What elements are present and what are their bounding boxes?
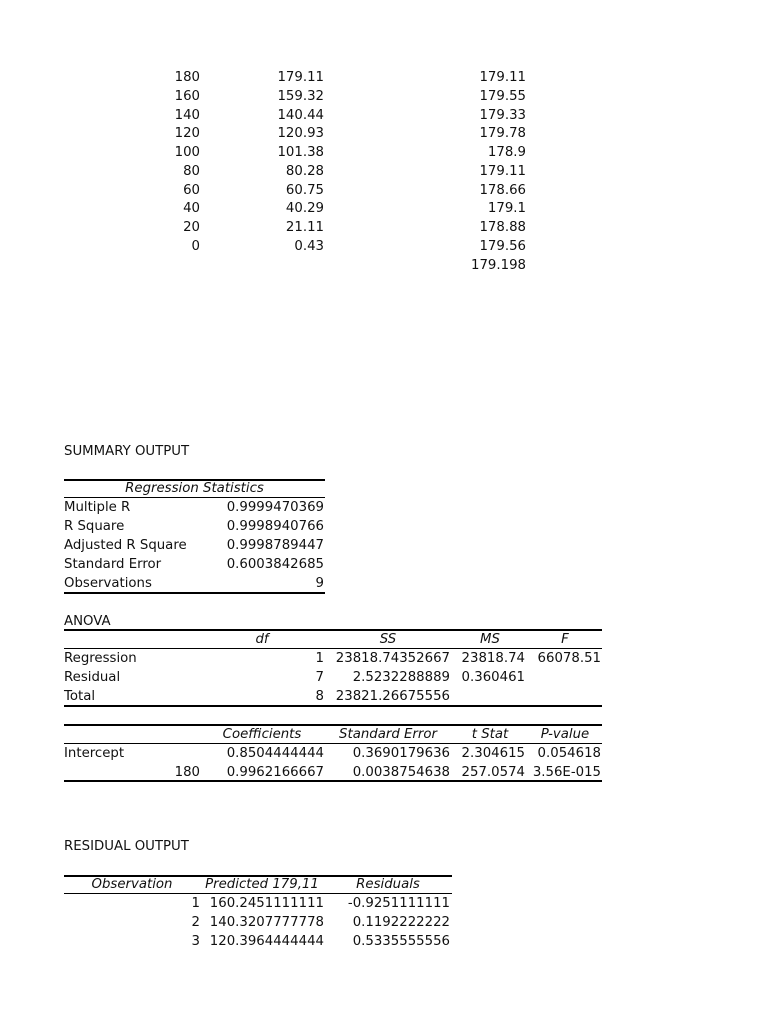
anova-ss: 23821.26675556 xyxy=(335,689,450,704)
anova-header-ms: MS xyxy=(480,632,500,647)
cell: 159.32 xyxy=(277,88,324,104)
cell: 160 xyxy=(174,88,200,104)
data-column-a xyxy=(140,69,200,257)
stat-label: Standard Error xyxy=(64,557,162,572)
residual-obs: 3 xyxy=(191,934,200,949)
cell: 0.43 xyxy=(294,238,324,254)
coef-header-t-stat: t Stat xyxy=(471,727,509,742)
data-column-c xyxy=(430,69,526,275)
stat-label: Observations xyxy=(64,576,152,591)
cell: 101.38 xyxy=(277,145,324,160)
coef-header-coefficients: Coefficients xyxy=(222,727,302,742)
anova-ss: 2.5232288889 xyxy=(352,670,450,685)
coef-se: 0.0038754638 xyxy=(352,765,450,780)
regression-stats-header: Regression Statistics xyxy=(125,481,264,496)
anova-title: ANOVA xyxy=(64,614,111,629)
residual-title: RESIDUAL OUTPUT xyxy=(64,839,189,854)
anova-header-df: df xyxy=(255,632,269,647)
residual-pred: 120.3964444444 xyxy=(209,934,324,949)
residual-res: -0.9251111111 xyxy=(347,896,450,911)
cell: 140.44 xyxy=(277,107,324,123)
cell: 80 xyxy=(183,163,200,179)
stat-value: 9 xyxy=(315,576,324,591)
cell: 178.9 xyxy=(487,145,526,160)
anova-f: 66078.51 xyxy=(537,651,601,666)
cell: 179.11 xyxy=(479,163,526,179)
cell: 60.75 xyxy=(285,182,324,198)
residual-header-residuals: Residuals xyxy=(356,877,420,892)
anova-ms: 23818.74 xyxy=(461,651,525,666)
cell: 179.11 xyxy=(277,70,324,85)
residual-res: 0.1192222222 xyxy=(352,915,450,930)
cell: 100 xyxy=(174,145,200,160)
coef-row-sublabel: 180 xyxy=(174,765,200,780)
coef-p: 3.56E-015 xyxy=(532,765,601,780)
data-column-b xyxy=(230,69,324,257)
anova-header-ss: SS xyxy=(379,632,397,647)
cell: 21.11 xyxy=(285,220,324,235)
stat-value: 0.9998940766 xyxy=(226,519,324,534)
stat-label: Adjusted R Square xyxy=(64,538,187,553)
stat-value: 0.9999470369 xyxy=(226,500,324,515)
cell: 80.28 xyxy=(285,163,324,179)
stat-label: Multiple R xyxy=(64,500,131,515)
cell: 179.78 xyxy=(479,126,526,142)
anova-header-f: F xyxy=(561,632,569,647)
cell: 20 xyxy=(183,220,200,235)
residual-header-predicted: Predicted 179,11 xyxy=(205,877,319,892)
cell: 120.93 xyxy=(277,126,324,142)
cell: 0 xyxy=(191,238,200,254)
rule xyxy=(64,592,325,594)
anova-row-label: Regression xyxy=(64,651,137,666)
coef-p: 0.054618 xyxy=(537,746,601,761)
anova-df: 8 xyxy=(315,689,324,704)
residual-res: 0.5335555556 xyxy=(352,934,450,949)
coef-header-standard-error: Standard Error xyxy=(339,727,437,742)
cell: 120 xyxy=(174,126,200,142)
residual-header-observation: Observation xyxy=(91,877,173,892)
coef-header-p-value: P-value xyxy=(540,727,590,742)
rule xyxy=(64,705,602,707)
stat-label: R Square xyxy=(64,519,125,534)
coef-value: 0.8504444444 xyxy=(226,746,324,761)
residual-obs: 2 xyxy=(191,915,200,930)
cell: 179.33 xyxy=(479,107,526,123)
residual-pred: 140.3207777778 xyxy=(209,915,324,930)
cell: 178.66 xyxy=(479,182,526,198)
coef-row-label: Intercept xyxy=(64,746,125,761)
anova-df: 1 xyxy=(315,651,324,666)
anova-row-label: Total xyxy=(64,689,96,704)
anova-ss: 23818.74352667 xyxy=(335,651,450,666)
cell: 40.29 xyxy=(285,201,324,217)
cell: 180 xyxy=(174,70,200,85)
cell: 40 xyxy=(183,201,200,217)
anova-df: 7 xyxy=(315,670,324,685)
cell: 179.56 xyxy=(479,238,526,254)
summary-title: SUMMARY OUTPUT xyxy=(64,444,190,459)
anova-ms: 0.360461 xyxy=(461,670,525,685)
stat-value: 0.6003842685 xyxy=(226,557,324,572)
stat-value: 0.9998789447 xyxy=(226,538,324,553)
cell: 60 xyxy=(183,182,200,198)
coef-t: 257.0574 xyxy=(461,765,525,780)
anova-row-label: Residual xyxy=(64,670,121,685)
cell-average: 179.198 xyxy=(471,257,526,273)
coef-se: 0.3690179636 xyxy=(352,746,450,761)
residual-pred: 160.2451111111 xyxy=(209,896,324,911)
coef-value: 0.9962166667 xyxy=(226,765,324,780)
cell: 179.11 xyxy=(479,70,526,85)
cell: 179.1 xyxy=(487,201,526,217)
cell: 179.55 xyxy=(479,88,526,104)
cell: 140 xyxy=(174,107,200,123)
residual-obs: 1 xyxy=(191,896,200,911)
rule xyxy=(64,780,602,782)
coef-t: 2.304615 xyxy=(461,746,525,761)
cell: 178.88 xyxy=(479,220,526,235)
